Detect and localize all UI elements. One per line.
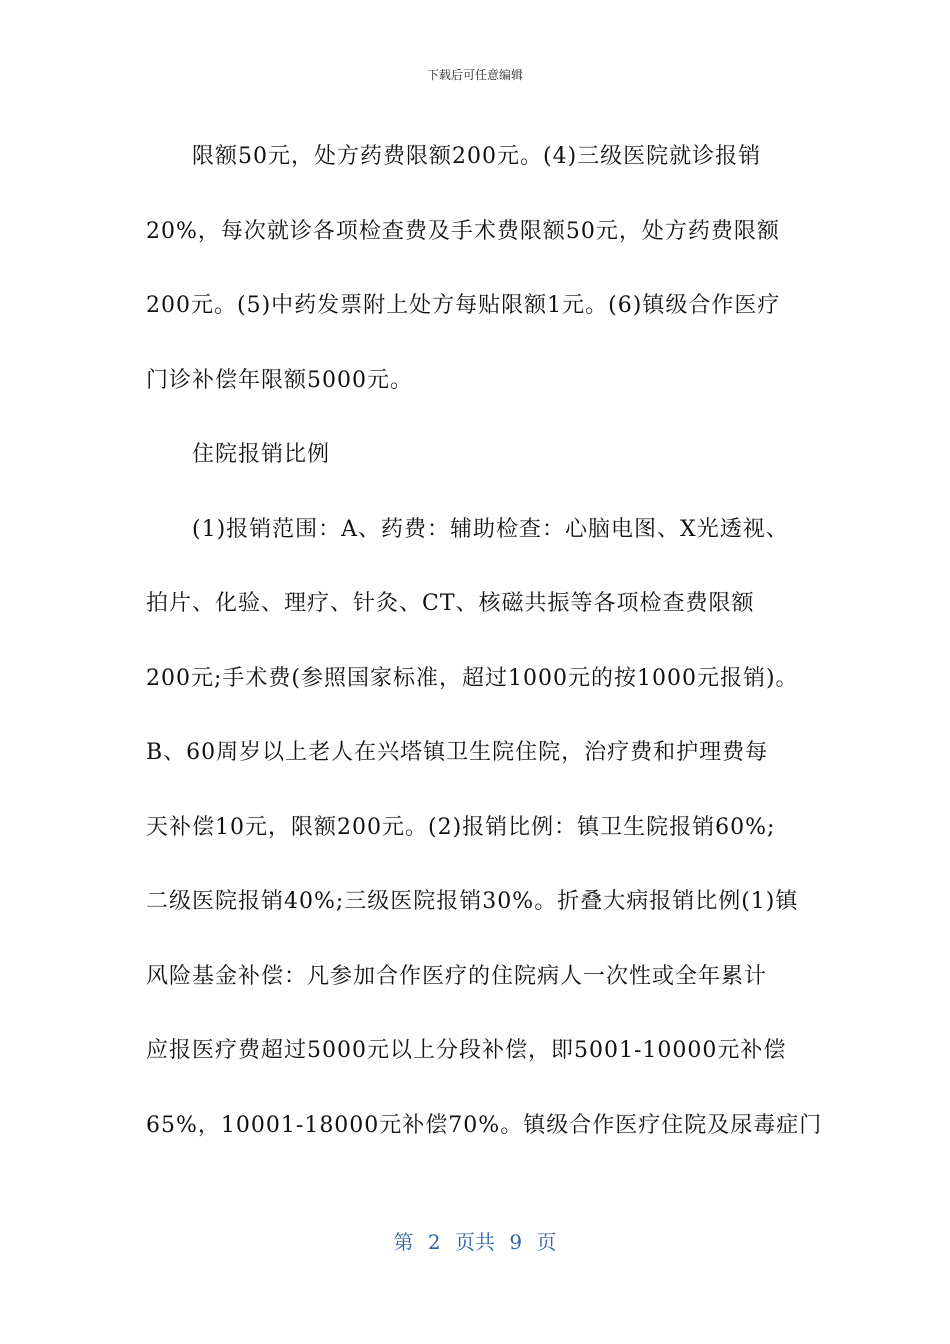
body-text bbox=[146, 120, 823, 1163]
text-line: 应报医疗费超过5000元以上分段补偿，即5001-10000元补偿 bbox=[146, 1038, 787, 1063]
page-header: 下载后可任意编辑 bbox=[426, 68, 523, 82]
text-line: 二级医院报销40%;三级医院报销30%。折叠大病报销比例(1)镇 bbox=[146, 889, 799, 914]
text-line: 200元。(5)中药发票附上处方每贴限额1元。(6)镇级合作医疗 bbox=[146, 293, 781, 318]
text-line: B、60周岁以上老人在兴塔镇卫生院住院，治疗费和护理费每 bbox=[146, 740, 769, 765]
page-number-footer: 第 2 页共 9 页 bbox=[393, 1230, 557, 1254]
section-heading: 住院报销比例 bbox=[192, 442, 331, 467]
text-line: 20%，每次就诊各项检查费及手术费限额50元，处方药费限额 bbox=[146, 218, 780, 244]
text-line: 200元;手术费(参照国家标准，超过1000元的按1000元报销)。 bbox=[146, 665, 799, 691]
text-line: (1)报销范围：A、药费：辅助检查：心脑电图、X光透视、 bbox=[192, 516, 789, 542]
text-line: 门诊补偿年限额5000元。 bbox=[146, 367, 413, 393]
text-line: 天补偿10元，限额200元。(2)报销比例：镇卫生院报销60%; bbox=[146, 814, 776, 840]
text-line: 65%，10001-18000元补偿70%。镇级合作医疗住院及尿毒症门 bbox=[146, 1112, 823, 1138]
text-line: 限额50元，处方药费限额200元。(4)三级医院就诊报销 bbox=[192, 144, 762, 169]
text-line: 风险基金补偿：凡参加合作医疗的住院病人一次性或全年累计 bbox=[146, 963, 768, 989]
text-line: 拍片、化验、理疗、针灸、CT、核磁共振等各项检查费限额 bbox=[146, 591, 755, 616]
